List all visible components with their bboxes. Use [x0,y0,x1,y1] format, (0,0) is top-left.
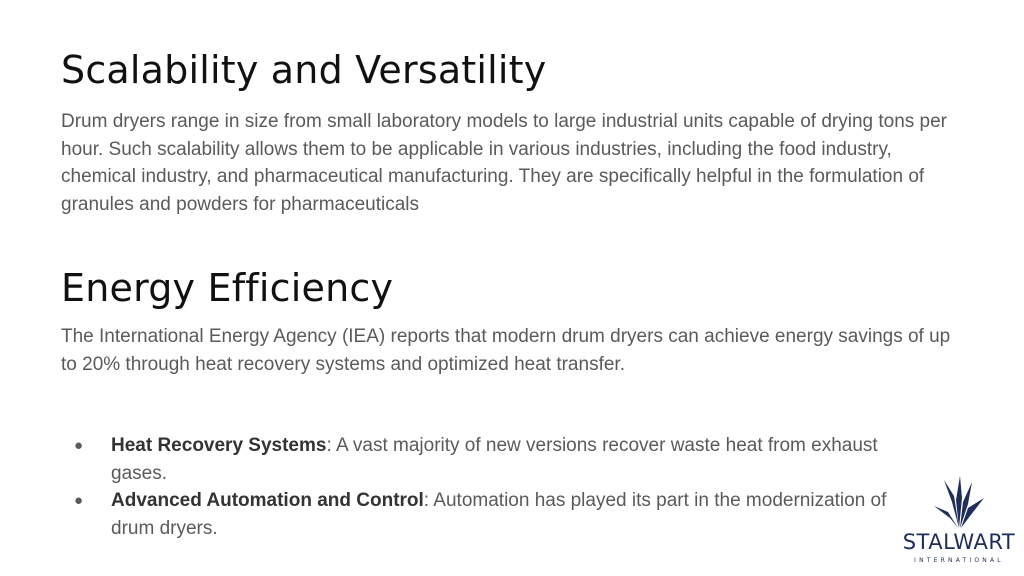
section-heading-energy-efficiency: Energy Efficiency [61,266,394,310]
bullet-icon: ● [74,492,84,510]
bullet-icon: ● [74,437,84,454]
bullet-item [0,487,931,542]
logo-wordmark: STALWART [902,530,1016,554]
section-heading-scalability: Scalability and Versatility [61,48,547,92]
section-paragraph-scalability: Drum dryers range in size from small laboratory models to large industrial units capable of drying tons per hour. Such scalability allows them to be applicable in various industries, including the food industry, chemical industry, and pharmaceutical manufacturing. They are specifically helpful in the formulation of granules and powders for pharmaceuticals [61,111,948,215]
section-paragraph-energy-efficiency: The International Energy Agency (IEA) reports that modern drum dryers can achieve energy savings of up to 20% through heat recovery systems and optimized heat transfer. [61,326,951,375]
bullet-item [0,432,931,487]
eagle-wings-icon [930,472,988,530]
bullet-text: : A vast majority of new versions recover waste heat from exhaust gases. [111,435,878,484]
bullet-text: : Automation has played its part in the modernization of drum dryers. [111,490,887,539]
bullet-term: Heat Recovery Systems [111,435,327,456]
bullet-term: Advanced Automation and Control [111,490,424,512]
logo-subtitle: INTERNATIONAL [914,557,1004,564]
stalwart-logo [900,472,1018,568]
bullet-list [0,432,900,542]
